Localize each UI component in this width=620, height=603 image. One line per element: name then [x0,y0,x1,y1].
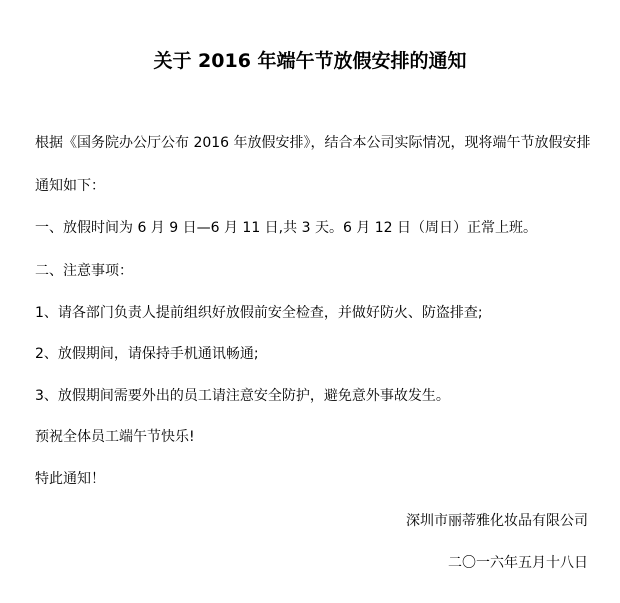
notice-title: 关于 2016 年端午节放假安排的通知 [153,50,467,72]
precaution-point-2: 2、放假期间，请保持手机通讯畅通; [35,346,259,362]
intro-line-1: 根据《国务院办公厅公布 2016 年放假安排》，结合本公司实际情况，现将端午节放假安排 [35,135,591,151]
company-signature: 深圳市丽蒂雅化妆品有限公司 [406,513,588,529]
holiday-period-item: 一、放假时间为 6 月 9 日—6 月 11 日,共 3 天。6 月 12 日（周日）正常上班。 [35,220,538,236]
holiday-wish: 预祝全体员工端午节快乐! [35,429,195,445]
precautions-heading: 二、注意事项： [35,263,133,279]
closing-remark: 特此通知！ [35,471,105,487]
precaution-point-1: 1、请各部门负责人提前组织好放假前安全检查，并做好防火、防盗排查; [35,305,483,321]
intro-line-2: 通知如下： [35,178,105,194]
precaution-point-3: 3、放假期间需要外出的员工请注意安全防护，避免意外事故发生。 [35,388,450,404]
notice-date: 二〇一六年五月十八日 [448,555,588,571]
